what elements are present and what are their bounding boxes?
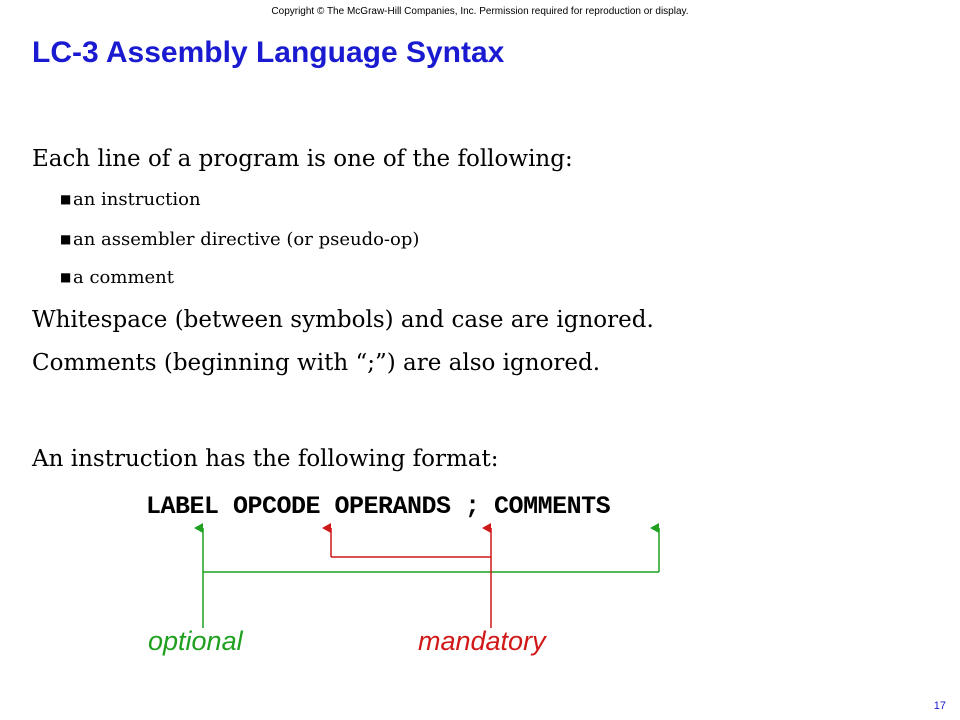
bullet-square-icon: ■ (60, 270, 72, 284)
comments-line: Comments (beginning with “;”) are also ignored. (32, 350, 601, 376)
instruction-format: LABEL OPCODE OPERANDS ; COMMENTS (146, 492, 611, 521)
bullet-square-icon: ■ (60, 192, 72, 206)
optional-label: optional (148, 626, 243, 656)
intro-line: Each line of a program is one of the following: (32, 146, 573, 172)
mandatory-label: mandatory (418, 626, 546, 656)
whitespace-line: Whitespace (between symbols) and case are ignored. (32, 307, 654, 333)
bullet-text: an instruction (73, 189, 201, 210)
bullet-square-icon: ■ (60, 232, 72, 246)
page-number: 17 (933, 700, 946, 712)
bullet-text: a comment (73, 267, 174, 288)
mandatory-connector (331, 528, 491, 628)
slide-title: LC-3 Assembly Language Syntax (32, 36, 505, 69)
format-intro-line: An instruction has the following format: (32, 446, 499, 472)
copyright-notice: Copyright © The McGraw-Hill Companies, Inc. Permission required for reproduction or display. (271, 6, 689, 17)
optional-connector (203, 528, 659, 628)
bullet-text: an assembler directive (or pseudo-op) (73, 229, 420, 250)
